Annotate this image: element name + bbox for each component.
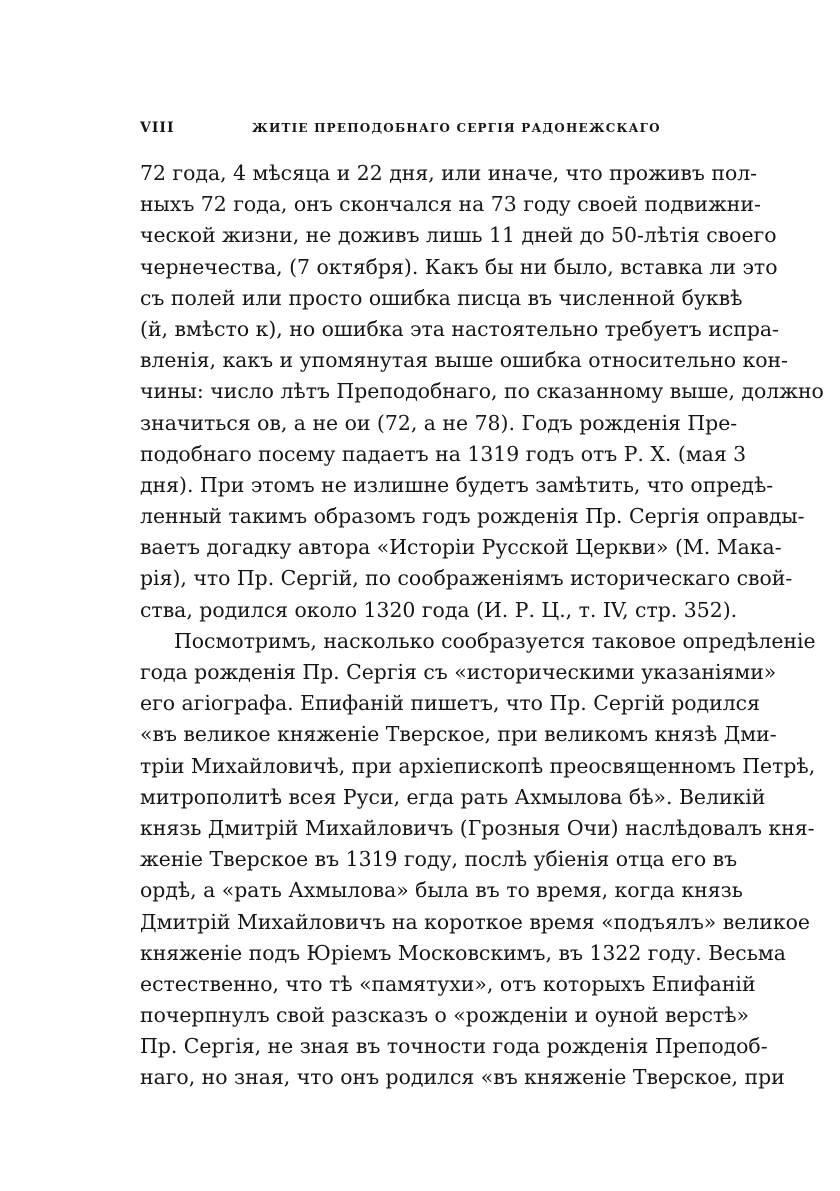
text-line: тріи Михайловичѣ, при архіепископѣ преосвященномъ Петрѣ, [140, 753, 816, 778]
running-title: ЖИТІЕ ПРЕПОДОБНАГО СЕРГІЯ РАДОНЕЖСКАГО [252, 121, 661, 135]
text-line: ческой жизни, не доживъ лишь 11 дней до 50-лѣтія своего [140, 223, 777, 248]
text-line: ваетъ догадку автора «Исторіи Русской Церкви» (М. Мака- [140, 535, 782, 560]
text-line: чины: число лѣтъ Преподобнаго, по сказанному выше, должно [140, 379, 824, 404]
text-line: женіе Тверское въ 1319 году, послѣ убіенія отца его въ [140, 847, 738, 872]
text-line: его агіографа. Епифаній пишетъ, что Пр. Сергій родился [140, 691, 760, 716]
text-line: ства, родился около 1320 года (И. Р. Ц., т. IV, стр. 352). [140, 597, 738, 622]
text-line: ордѣ, а «рать Ахмылова» была въ то время, когда князь [140, 878, 743, 903]
page-number: VIII [140, 120, 175, 136]
text-line: ленный такимъ образомъ годъ рожденія Пр. Сергія оправды- [140, 504, 805, 529]
text-line: почерпнулъ свой разсказъ о «рожденіи и оуной верстѣ» [140, 1003, 750, 1028]
text-line: года рожденія Пр. Сергія съ «историческими указаніями» [140, 660, 777, 684]
text-line: Дмитрій Михайловичъ на короткое время «подъялъ» великое [140, 909, 810, 934]
paragraph-first-line: Посмотримъ, насколько сообразуется таковое опредѣленіе [174, 628, 816, 653]
text-line: чернечества, (7 октября). Какъ бы ни было, вставка ли это [140, 254, 778, 279]
text-line: 72 года, 4 мѣсяца и 22 дня, или иначе, что проживъ пол- [140, 161, 758, 185]
body-text [140, 158, 824, 1094]
text-line: (й, вмѣсто к), но ошибка эта настоятельно требуетъ испра- [140, 316, 779, 341]
text-line: вленія, какъ и упомянутая выше ошибка относительно кон- [140, 348, 788, 373]
text-line: «въ великое княженіе Тверское, при великомъ князѣ Дми- [140, 722, 777, 747]
text-line: съ полей или просто ошибка писца въ численной буквѣ [140, 285, 743, 310]
text-line: княженіе подъ Юріемъ Московскимъ, въ 1322 году. Весьма [140, 940, 786, 965]
text-line: значиться ов, а не ои (72, а не 78). Годъ рожденія Пре- [140, 410, 738, 435]
running-head [140, 120, 686, 140]
text-line: князь Дмитрій Михайловичъ (Грозныя Очи) наслѣдовалъ кня- [140, 815, 815, 840]
text-line: естественно, что тѣ «памятухи», отъ которыхъ Епифаній [140, 971, 756, 996]
text-line: наго, но зная, что онъ родился «въ княженіе Тверское, при [140, 1065, 785, 1090]
text-line: рія), что Пр. Сергій, по соображеніямъ историческаго свой- [140, 566, 793, 591]
text-line: дня). При этомъ не излишне будетъ замѣтить, что опредѣ- [140, 472, 774, 497]
text-line: Пр. Сергія, не зная въ точности года рожденія Преподоб- [140, 1034, 768, 1059]
text-line: ныхъ 72 года, онъ скончался на 73 году своей подвижни- [140, 192, 761, 217]
text-line: митрополитѣ всея Руси, егда рать Ахмылова бѣ». Великій [140, 784, 766, 809]
text-line: подобнаго посему падаетъ на 1319 годъ отъ Р. Х. (мая 3 [140, 441, 747, 466]
